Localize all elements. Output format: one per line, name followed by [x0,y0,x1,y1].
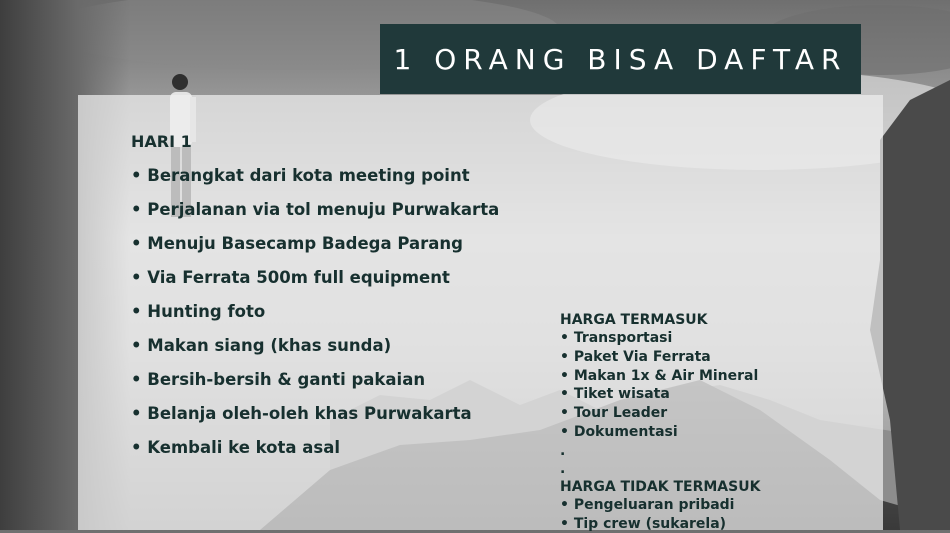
excluded-item: • Tip crew (sukarela) [560,515,727,532]
included-item: • Makan 1x & Air Mineral [560,367,759,384]
banner-title: 1 ORANG BISA DAFTAR [393,42,848,76]
price-details [560,311,760,533]
day1-itinerary-list [131,165,499,471]
included-item: • Transportasi [560,330,673,346]
included-item: • Dokumentasi [560,423,678,440]
itinerary-item: • Kembali ke kota asal [131,438,341,457]
itinerary-item: • Bersih-bersih & ganti pakaian [131,370,426,389]
excluded-list [560,496,760,533]
included-item: • Tiket wisata [560,386,670,403]
itinerary-item: • Makan siang (khas sunda) [131,336,392,355]
separator-dot: . [560,442,566,459]
itinerary-item: • Belanja oleh-oleh khas Purwakarta [131,404,472,423]
included-item: • Paket Via Ferrata [560,348,711,365]
itinerary-item: • Via Ferrata 500m full equipment [131,268,450,287]
separator-dot: . [560,460,566,477]
registration-banner [380,24,861,94]
itinerary-item: • Hunting foto [131,302,266,321]
excluded-item: • Pengeluaran pribadi [560,496,735,513]
itinerary-item: • Perjalanan via tol menuju Purwakarta [131,200,500,219]
excluded-title: HARGA TIDAK TERMASUK [560,478,761,495]
included-item: • Tour Leader [560,405,668,422]
included-list [560,329,760,442]
itinerary-item: • Berangkat dari kota meeting point [131,166,470,185]
itinerary-item: • Menuju Basecamp Badega Parang [131,234,463,253]
included-title: HARGA TERMASUK [560,312,708,328]
day1-title: HARI 1 [131,132,192,151]
